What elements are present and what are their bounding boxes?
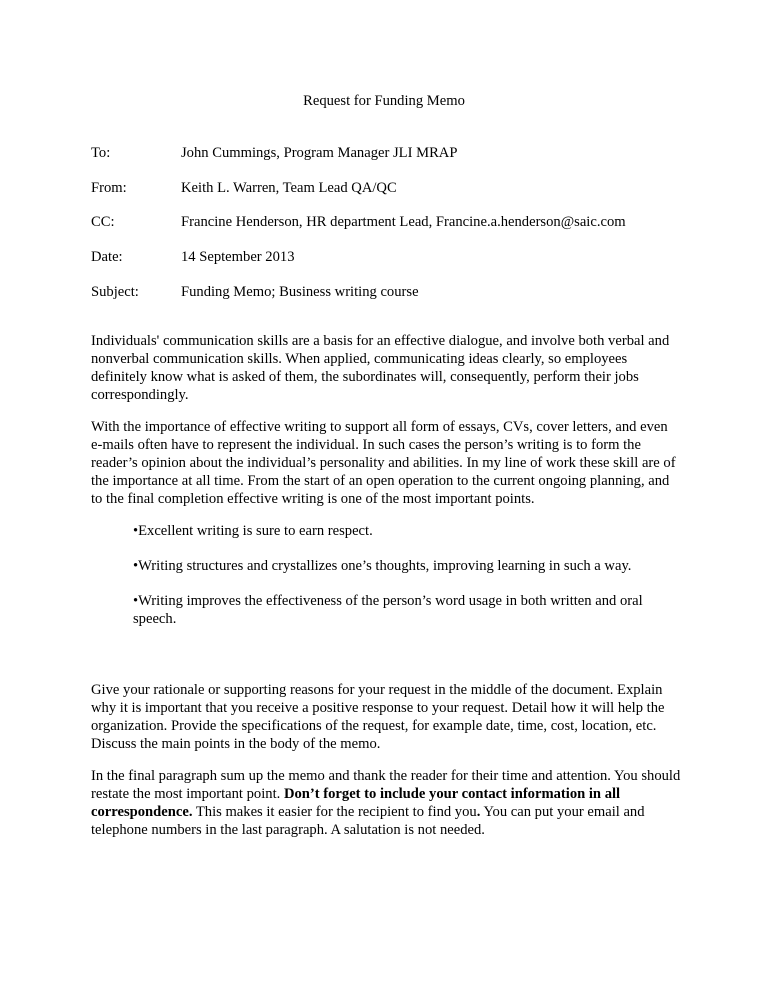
paragraph-communication: Individuals' communication skills are a basis for an effective dialogue, and involve both verbal and nonverbal communication skills. When applied, communicating ideas clearly, so employees definitely know what is asked of them, the subordinates will, consequently, perform their jobs correspondingly. bbox=[91, 333, 670, 403]
paragraph-final bbox=[91, 767, 681, 839]
memo-body-closing bbox=[91, 681, 681, 853]
bullet-item: •Writing improves the effectiveness of the person’s word usage in both written and oral speech. bbox=[133, 593, 643, 627]
header-label-from: From: bbox=[91, 179, 127, 196]
paragraph-rationale: Give your rationale or supporting reasons for your request in the middle of the document. Explain why it is important that you receive a positive response to your request. Detail how it will help the organization. Provide the specifications of the request, for example date, time, cost, location, etc. Discuss the main points in the body of the memo. bbox=[91, 682, 665, 752]
bullet-item: •Excellent writing is sure to earn respect. bbox=[133, 523, 373, 539]
memo-body bbox=[91, 332, 681, 645]
header-label-date: Date: bbox=[91, 249, 123, 266]
header-value-subject: Funding Memo; Business writing course bbox=[181, 283, 419, 300]
header-value-to: John Cummings, Program Manager JLI MRAP bbox=[181, 145, 458, 161]
final-text-part-1: In the final paragraph sum up the memo and thank the reader for their time and attention. You should restate the most important point. bbox=[91, 768, 681, 802]
memo-title: Request for Funding Memo bbox=[303, 93, 465, 109]
header-row-to bbox=[91, 144, 691, 162]
paragraph-writing-importance: With the importance of effective writing to support all form of essays, CVs, cover letters, and even e-mails often have to represent the individual. In such cases the person’s writing is to form the reader’s opinion about the individual’s personality and abilities. In my line of work these skill are of the importance at all time. From the start of an open operation to the current ongoing planning, and to the final completion effective writing is one of the most important points. bbox=[91, 419, 676, 507]
memo-header bbox=[91, 144, 691, 317]
header-row-subject bbox=[91, 283, 691, 301]
header-label-cc: CC: bbox=[91, 214, 115, 231]
final-text-part-3: You can put your email and telephone numbers in the last paragraph. A salutation is not needed. bbox=[91, 804, 645, 838]
bullet-item: •Writing structures and crystallizes one’s thoughts, improving learning in such a way. bbox=[133, 558, 632, 574]
final-bold-period: . bbox=[476, 804, 481, 820]
contact-info-emphasis: Don’t forget to include your contact information in all correspondence. bbox=[91, 786, 621, 820]
header-row-from bbox=[91, 179, 691, 197]
header-value-from: Keith L. Warren, Team Lead QA/QC bbox=[181, 179, 397, 196]
header-value-date: 14 September 2013 bbox=[181, 249, 295, 266]
header-label-subject: Subject: bbox=[91, 283, 139, 300]
header-row-cc bbox=[91, 213, 691, 231]
header-label-to: To: bbox=[91, 145, 111, 161]
bullet-list bbox=[133, 522, 681, 628]
header-row-date bbox=[91, 248, 691, 266]
header-value-cc: Francine Henderson, HR department Lead, Francine.a.henderson@saic.com bbox=[181, 214, 626, 231]
final-text-part-2: This makes it easier for the recipient to find you bbox=[192, 804, 477, 820]
